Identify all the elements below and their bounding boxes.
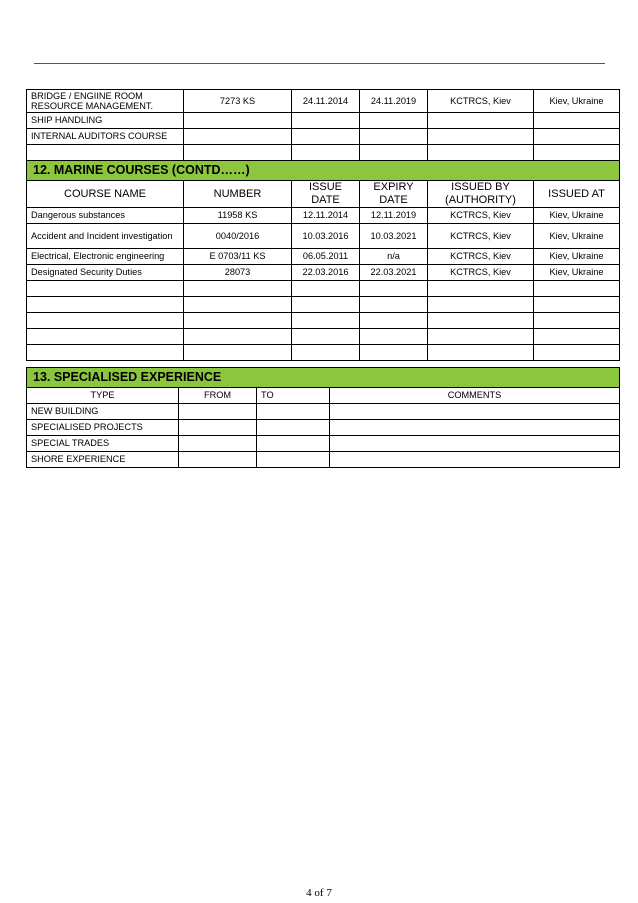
table-row — [27, 113, 620, 129]
course-number — [184, 113, 292, 129]
experience-type: SPECIAL TRADES — [27, 436, 179, 452]
section-13-title: 13. SPECIALISED EXPERIENCE — [27, 368, 620, 388]
table-row — [27, 145, 620, 161]
table-row — [27, 208, 620, 224]
course-name: SHIP HANDLING — [27, 113, 184, 129]
issued-at: Kiev, Ukraine — [534, 249, 620, 265]
issued-by: KCTRCS, Kiev — [428, 208, 534, 224]
expiry-date — [360, 129, 428, 145]
table-row — [27, 313, 620, 329]
expiry-date: 24.11.2019 — [360, 90, 428, 113]
column-header: ISSUED AT — [534, 181, 620, 208]
table-row — [27, 249, 620, 265]
column-header: COMMENTS — [330, 388, 620, 404]
expiry-date: 22.03.2021 — [360, 265, 428, 281]
table-row — [27, 265, 620, 281]
column-header: ISSUED BY (AUTHORITY) — [428, 181, 534, 208]
experience-type: SPECIALISED PROJECTS — [27, 420, 179, 436]
header-row — [27, 388, 620, 404]
table-row — [27, 436, 620, 452]
table-row — [27, 345, 620, 361]
course-number: 0040/2016 — [184, 224, 292, 249]
table-row — [27, 129, 620, 145]
marine-courses-table — [26, 89, 620, 361]
expiry-date: n/a — [360, 249, 428, 265]
issue-date: 12.11.2014 — [292, 208, 360, 224]
column-header: FROM — [179, 388, 257, 404]
header-rule — [34, 63, 605, 64]
experience-type: NEW BUILDING — [27, 404, 179, 420]
issue-date: 10.03.2016 — [292, 224, 360, 249]
course-name: INTERNAL AUDITORS COURSE — [27, 129, 184, 145]
issued-by — [428, 113, 534, 129]
issued-at: Kiev, Ukraine — [534, 224, 620, 249]
table-row — [27, 329, 620, 345]
issue-date: 24.11.2014 — [292, 90, 360, 113]
expiry-date: 10.03.2021 — [360, 224, 428, 249]
issued-at: Kiev, Ukraine — [534, 265, 620, 281]
issue-date — [292, 113, 360, 129]
issued-by: KCTRCS, Kiev — [428, 224, 534, 249]
course-name: Electrical, Electronic engineering — [27, 249, 184, 265]
column-header: TO — [257, 388, 330, 404]
section-12-title: 12. MARINE COURSES (CONTD……) — [27, 161, 620, 181]
column-header: COURSE NAME — [27, 181, 184, 208]
issued-at: Kiev, Ukraine — [534, 208, 620, 224]
issue-date — [292, 129, 360, 145]
section-13-heading-row — [27, 368, 620, 388]
table-row — [27, 452, 620, 468]
issue-date: 22.03.2016 — [292, 265, 360, 281]
issued-at — [534, 129, 620, 145]
course-name: Accident and Incident investigation — [27, 224, 184, 249]
course-name: Designated Security Duties — [27, 265, 184, 281]
issued-at — [534, 113, 620, 129]
table-row — [27, 420, 620, 436]
table-row — [27, 297, 620, 313]
experience-type: SHORE EXPERIENCE — [27, 452, 179, 468]
issued-at: Kiev, Ukraine — [534, 90, 620, 113]
column-header: EXPIRY DATE — [360, 181, 428, 208]
section-12-heading-row — [27, 161, 620, 181]
course-number: 28073 — [184, 265, 292, 281]
page-number: 4 of 7 — [306, 887, 332, 899]
table-row — [27, 90, 620, 113]
course-number: E 0703/11 KS — [184, 249, 292, 265]
column-header: NUMBER — [184, 181, 292, 208]
table-row — [27, 281, 620, 297]
table-row — [27, 224, 620, 249]
course-number: 7273 KS — [184, 90, 292, 113]
column-header: ISSUE DATE — [292, 181, 360, 208]
header-row — [27, 181, 620, 208]
table-row — [27, 404, 620, 420]
expiry-date: 12.11.2019 — [360, 208, 428, 224]
course-number — [184, 129, 292, 145]
column-header: TYPE — [27, 388, 179, 404]
specialised-experience-table — [26, 367, 620, 468]
issued-by: KCTRCS, Kiev — [428, 265, 534, 281]
issued-by: KCTRCS, Kiev — [428, 90, 534, 113]
issued-by: KCTRCS, Kiev — [428, 249, 534, 265]
course-name: Dangerous substances — [27, 208, 184, 224]
expiry-date — [360, 113, 428, 129]
issue-date: 06.05.2011 — [292, 249, 360, 265]
course-number: 11958 KS — [184, 208, 292, 224]
issued-by — [428, 129, 534, 145]
course-name: BRIDGE / ENGIINE ROOM RESOURCE MANAGEMENT. — [27, 90, 184, 113]
